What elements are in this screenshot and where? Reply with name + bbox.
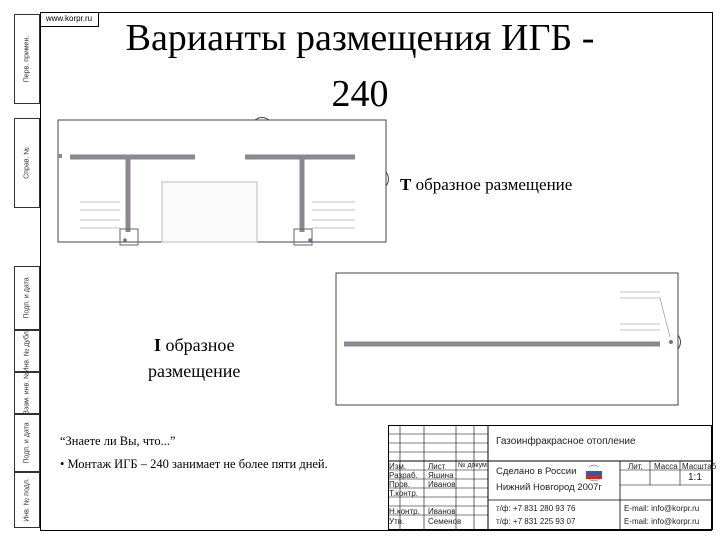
- stamp-role: Утв.: [389, 517, 405, 526]
- mass-header: Масса: [654, 462, 678, 471]
- side-field-6: [14, 414, 40, 472]
- did-you-know-note: [60, 432, 380, 473]
- side-label: Справ. №: [23, 147, 31, 179]
- building-outline: [336, 273, 678, 405]
- side-label: Взам. инв. №: [23, 371, 31, 415]
- site-url: www.korpr.ru: [40, 12, 99, 27]
- corner-mark: [58, 154, 62, 158]
- title-block: [388, 425, 717, 530]
- stamp-name: Иванов: [428, 507, 456, 516]
- title-line-1: Варианты размещения ИГБ -: [125, 17, 595, 59]
- leader-line: [660, 298, 670, 337]
- stamp-role: Разраб.: [389, 471, 418, 480]
- note-body: • Монтаж ИГБ – 240 занимает не более пяти дней.: [60, 457, 328, 471]
- side-label: Подп. и дата: [23, 277, 31, 319]
- side-field-3: [14, 266, 40, 330]
- stamp-role: Пров.: [389, 480, 411, 489]
- i-layout-drawing: [330, 265, 688, 415]
- stamp-name: Лист: [428, 462, 446, 471]
- scale-header: Масштаб: [682, 462, 717, 471]
- stamp-name: Семенов: [428, 517, 462, 526]
- frame-bottom-border: [40, 530, 712, 531]
- stamp-role: Н.контр.: [389, 507, 420, 516]
- scale-value: 1:1: [688, 472, 702, 483]
- t-layout-drawing: [50, 112, 400, 252]
- phone-2: т/ф: +7 831 225 93 07: [496, 517, 576, 526]
- email-1: E-mail: info@korpr.ru: [624, 504, 700, 513]
- document-name: Газоинфракрасное отопление: [496, 436, 636, 447]
- t-letter: Т: [400, 175, 412, 194]
- note-heading: “Знаете ли Вы, что...”: [60, 434, 176, 448]
- stamp-name: Яшина: [428, 471, 454, 480]
- flag-stripe-white: [586, 467, 602, 471]
- stamp-role: Изм.: [389, 462, 407, 471]
- frame-left-border: [40, 12, 41, 530]
- stamp-name: Иванов: [428, 480, 456, 489]
- slide-title: [70, 10, 650, 122]
- stamp-doc: № докум.: [458, 462, 489, 469]
- side-field-5: [14, 372, 40, 414]
- t-label-text: образное размещение: [411, 175, 573, 194]
- i-letter: I: [154, 335, 162, 355]
- i-label-text: образное: [161, 335, 235, 355]
- inner-room: [162, 182, 257, 242]
- side-field-4: [14, 330, 40, 372]
- side-field-2: [14, 118, 40, 208]
- title-line-2: 240: [331, 73, 389, 115]
- company-line-2: Нижний Новгород 2007г: [496, 482, 602, 493]
- i-label-line-2: размещение: [148, 361, 241, 381]
- side-field-1: [14, 14, 40, 104]
- side-label: Инв. № дубл.: [23, 329, 31, 373]
- company-line-1: Сделано в России: [496, 466, 577, 477]
- email-2: E-mail: info@korpr.ru: [624, 517, 700, 526]
- burner-point: [123, 238, 127, 242]
- side-label: Подп. и дата: [23, 422, 31, 464]
- phone-1: т/ф: +7 831 280 93 76: [496, 504, 576, 513]
- side-label: Инв. № подл.: [23, 478, 31, 522]
- flag-stripe-blue: [586, 471, 602, 475]
- i-layout-label: [148, 332, 278, 384]
- stamp-role: Т.контр.: [389, 489, 419, 498]
- burner-point: [669, 340, 673, 344]
- side-field-7: [14, 472, 40, 528]
- flag-stripe-red: [586, 475, 602, 479]
- t-layout-label: [400, 175, 572, 195]
- lit-header: Лит.: [628, 462, 643, 471]
- side-label: Перв. примен.: [23, 35, 31, 83]
- burner-point: [308, 238, 312, 242]
- frame-right-border: [712, 12, 713, 530]
